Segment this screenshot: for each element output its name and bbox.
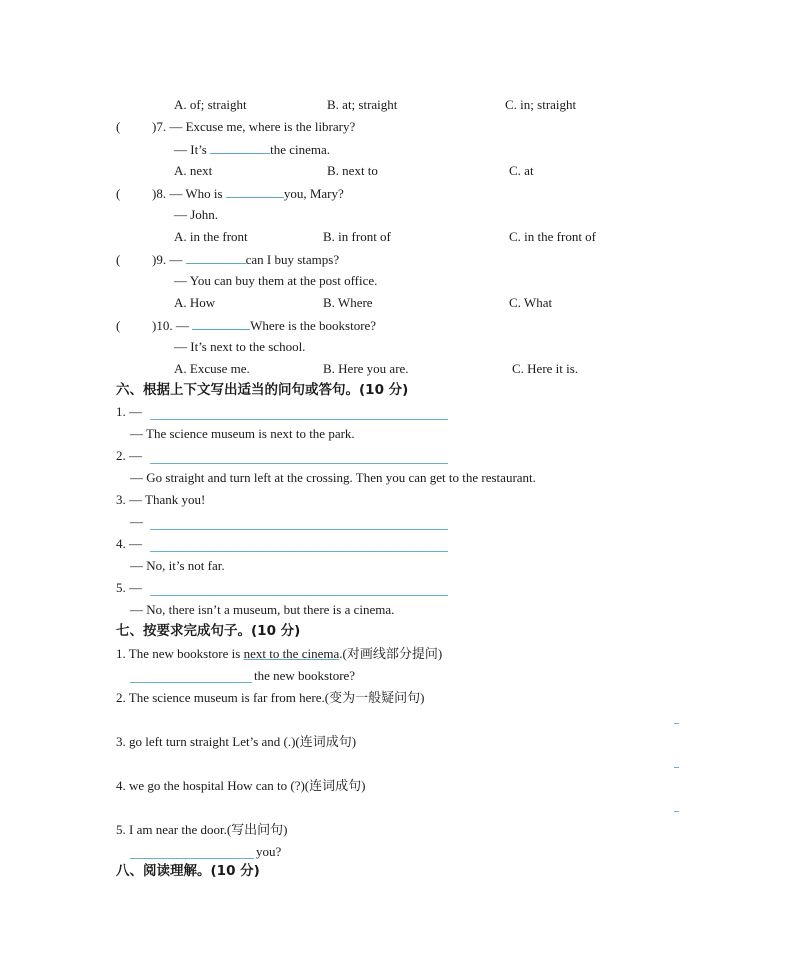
s7-item2-answer-mark xyxy=(674,723,679,724)
section8-title: 八、阅读理解。(10 分) xyxy=(116,863,260,879)
q8-number: )8. xyxy=(152,186,167,201)
s6-item5-prompt: 5. — xyxy=(116,580,142,595)
q6-option-a: A. of; straight xyxy=(174,97,247,112)
q8-option-b: B. in front of xyxy=(323,229,391,244)
q9-question xyxy=(116,251,339,268)
q7-option-c: C. at xyxy=(509,163,534,178)
answer-paren[interactable]: ( xyxy=(116,318,121,333)
q9-blank[interactable] xyxy=(186,251,246,264)
s7-item5-answer-line[interactable] xyxy=(130,858,254,859)
s6-item1-prompt: 1. — xyxy=(116,404,142,419)
q7-reply-end: the cinema. xyxy=(270,142,331,157)
q10-prompt-end: Where is the bookstore? xyxy=(250,318,377,333)
s7-item1-start: 1. The new bookstore is xyxy=(116,646,244,661)
q8-prompt-end: you, Mary? xyxy=(283,186,344,201)
s7-item1-line2: the new bookstore? xyxy=(254,668,356,683)
s7-item1-answer-line[interactable] xyxy=(130,682,252,683)
s7-item5: 5. I am near the door.(写出问句) xyxy=(116,822,288,837)
s6-item1-answer-line[interactable] xyxy=(150,419,448,420)
q10-option-c: C. Here it is. xyxy=(512,361,579,376)
q7-question xyxy=(116,119,355,135)
q7-reply-start: — It’s xyxy=(174,142,211,157)
q7-option-b: B. next to xyxy=(327,163,378,178)
s6-item3-answer-line[interactable] xyxy=(150,529,448,530)
q10-number: )10. xyxy=(152,318,173,333)
q9-reply: — You can buy them at the post office. xyxy=(174,273,378,288)
s6-item5-reply: — No, there isn’t a museum, but there is a cinema. xyxy=(130,602,395,617)
s6-item3-prompt: 3. — Thank you! xyxy=(116,492,206,507)
q9-option-b: B. Where xyxy=(323,295,373,310)
q7-prompt: — Excuse me, where is the library? xyxy=(169,119,356,134)
section6-title: 六、根据上下文写出适当的问句或答句。(10 分) xyxy=(116,382,409,398)
q10-question xyxy=(116,317,376,334)
q9-prompt-start: — xyxy=(169,252,186,267)
s7-item4-answer-mark xyxy=(674,811,679,812)
s7-item1-instruction: .(对画线部分提问) xyxy=(339,646,443,661)
q8-prompt-start: — Who is xyxy=(169,186,226,201)
q10-option-b: B. Here you are. xyxy=(323,361,409,376)
q9-option-c: C. What xyxy=(509,295,553,310)
s6-item3-dash: — xyxy=(130,514,143,529)
q7-number: )7. xyxy=(152,119,167,134)
section7-title: 七、按要求完成句子。(10 分) xyxy=(116,623,301,639)
s7-item2: 2. The science museum is far from here.(变为一般疑问句) xyxy=(116,690,425,705)
s7-item5-line2: you? xyxy=(256,844,282,859)
s7-item3-answer-mark xyxy=(674,767,679,768)
s7-item1-underlined: next to the cinema xyxy=(243,646,340,661)
q8-question xyxy=(116,185,344,202)
q8-option-a: A. in the front xyxy=(174,229,248,244)
s7-item4: 4. we go the hospital How can to (?)(连词成句) xyxy=(116,778,366,793)
q10-blank[interactable] xyxy=(192,317,250,330)
q7-option-a: A. next xyxy=(174,163,213,178)
q10-prompt-start: — xyxy=(175,318,193,333)
q10-reply: — It’s next to the school. xyxy=(174,339,306,354)
s7-item3: 3. go left turn straight Let’s and (.)(连词成句) xyxy=(116,734,357,749)
answer-paren[interactable]: ( xyxy=(116,119,121,134)
q9-option-a: A. How xyxy=(174,295,216,310)
q9-number: )9. xyxy=(152,252,167,267)
q7-reply xyxy=(174,141,330,158)
q8-reply: — John. xyxy=(174,207,219,222)
q8-blank[interactable] xyxy=(226,185,284,198)
s6-item4-answer-line[interactable] xyxy=(150,551,448,552)
answer-paren[interactable]: ( xyxy=(116,252,121,267)
q10-option-a: A. Excuse me. xyxy=(174,361,250,376)
q6-option-b: B. at; straight xyxy=(327,97,398,112)
q7-blank[interactable] xyxy=(210,141,270,154)
s6-item2-prompt: 2. — xyxy=(116,448,142,463)
s7-item1 xyxy=(116,646,442,662)
s6-item1-reply: — The science museum is next to the park. xyxy=(130,426,355,441)
q8-option-c: C. in the front of xyxy=(509,229,597,244)
s6-item4-prompt: 4. — xyxy=(116,536,142,551)
s6-item5-answer-line[interactable] xyxy=(150,595,448,596)
s6-item2-answer-line[interactable] xyxy=(150,463,448,464)
s6-item4-reply: — No, it’s not far. xyxy=(130,558,225,573)
s6-item2-reply: — Go straight and turn left at the crossing. Then you can get to the restaurant. xyxy=(130,470,536,485)
q9-prompt-end: can I buy stamps? xyxy=(245,252,340,267)
answer-paren[interactable]: ( xyxy=(116,186,121,201)
q6-option-c: C. in; straight xyxy=(505,97,577,112)
